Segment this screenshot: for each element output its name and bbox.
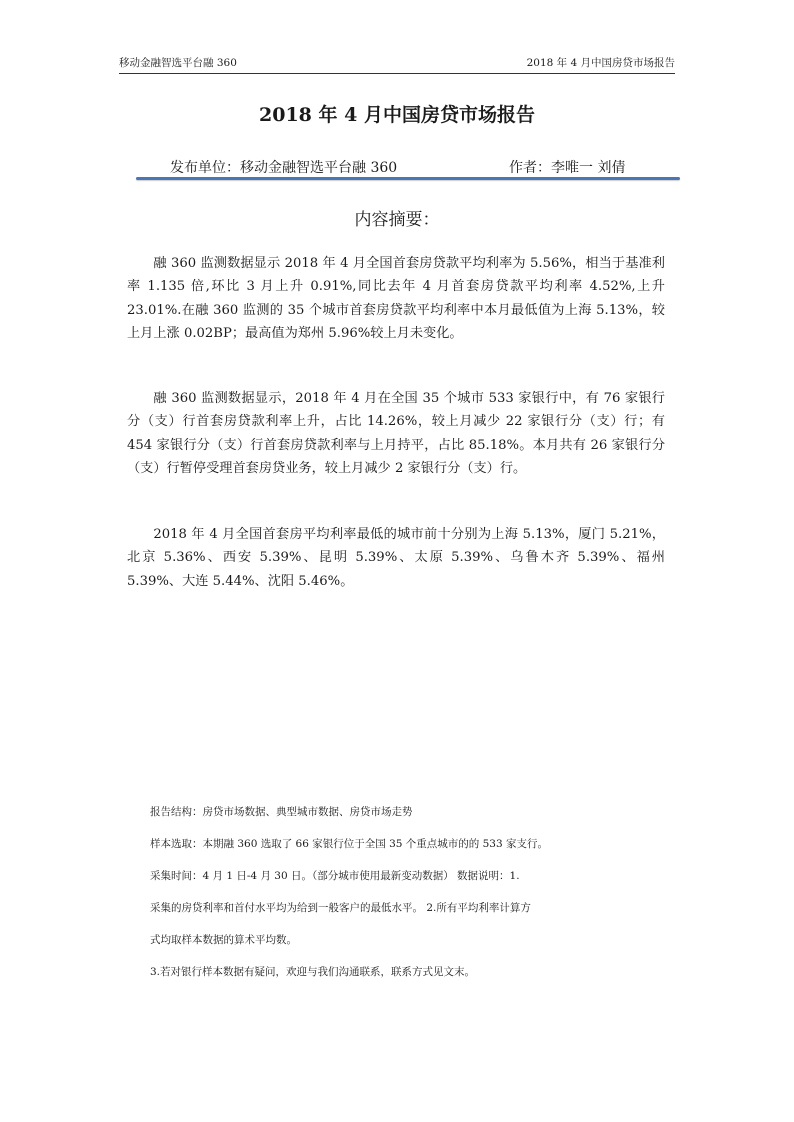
publisher-byline: 发布单位：移动金融智选平台融 360 <box>170 160 398 176</box>
note-data-explanation-cont: 式均取样本数据的算术平均数。 <box>150 934 297 946</box>
note-data-explanation: 采集的房贷利率和首付水平均为给到一般客户的最低水平。 2.所有平均利率计算方 <box>150 902 531 914</box>
note-contact: 3.若对银行样本数据有疑问，欢迎与我们沟通联系，联系方式见文末。 <box>150 966 476 978</box>
abstract-heading: 内容摘要： <box>354 210 440 230</box>
header-right-text: 2018 年 4 月中国房贷市场报告 <box>526 57 675 69</box>
note-report-structure: 报告结构：房贷市场数据、典型城市数据、房贷市场走势 <box>150 806 413 818</box>
note-collection-time: 采集时间：4 月 1 日-4 月 30 日。（部分城市使用最新变动数据） 数据说明：1. <box>150 870 520 882</box>
note-sample-selection: 样本选取：本期融 360 选取了 66 家银行位于全国 35 个重点城市的的 533 家支行。 <box>150 838 549 850</box>
authors-byline: 作者：李唯一 刘倩 <box>509 160 626 176</box>
summary-paragraph-1: 融 360 监测数据显示 2018 年 4 月全国首套房贷款平均利率为 5.56%，相当于基准利率 1.135 倍,环比 3 月上升 0.91%,同比去年 4 月首套房贷款平均利率 4.52%,上升 23.01%.在融 360 监测的 35 个城市首套房贷款平均利率中本月最低值为上海 5.13%，较上月上涨 0.02BP；最高值为郑州 5.96%较上月未变化。 <box>127 256 665 341</box>
title-divider <box>136 177 680 180</box>
page-header <box>119 55 675 74</box>
summary-paragraph-3: 2018 年 4 月全国首套房平均利率最低的城市前十分别为上海 5.13%，厦门 5.21%，北京 5.36%、西安 5.39%、昆明 5.39%、太原 5.39%、乌鲁木齐 5.39%、福州 5.39%、大连 5.44%、沈阳 5.46%。 <box>127 527 665 589</box>
report-title: 2018 年 4 月中国房贷市场报告 <box>259 104 535 126</box>
header-left-text: 移动金融智选平台融 360 <box>119 57 237 69</box>
summary-paragraph-2: 融 360 监测数据显示，2018 年 4 月在全国 35 个城市 533 家银行中，有 76 家银行分（支）行首套房贷款利率上升，占比 14.26%，较上月减少 22 家银行分（支）行；有 454 家银行分（支）行首套房贷款利率与上月持平，占比 85.18%。本月共有 26 家银行分（支）行暂停受理首套房贷业务，较上月减少 2 家银行分（支）行。 <box>127 391 666 476</box>
